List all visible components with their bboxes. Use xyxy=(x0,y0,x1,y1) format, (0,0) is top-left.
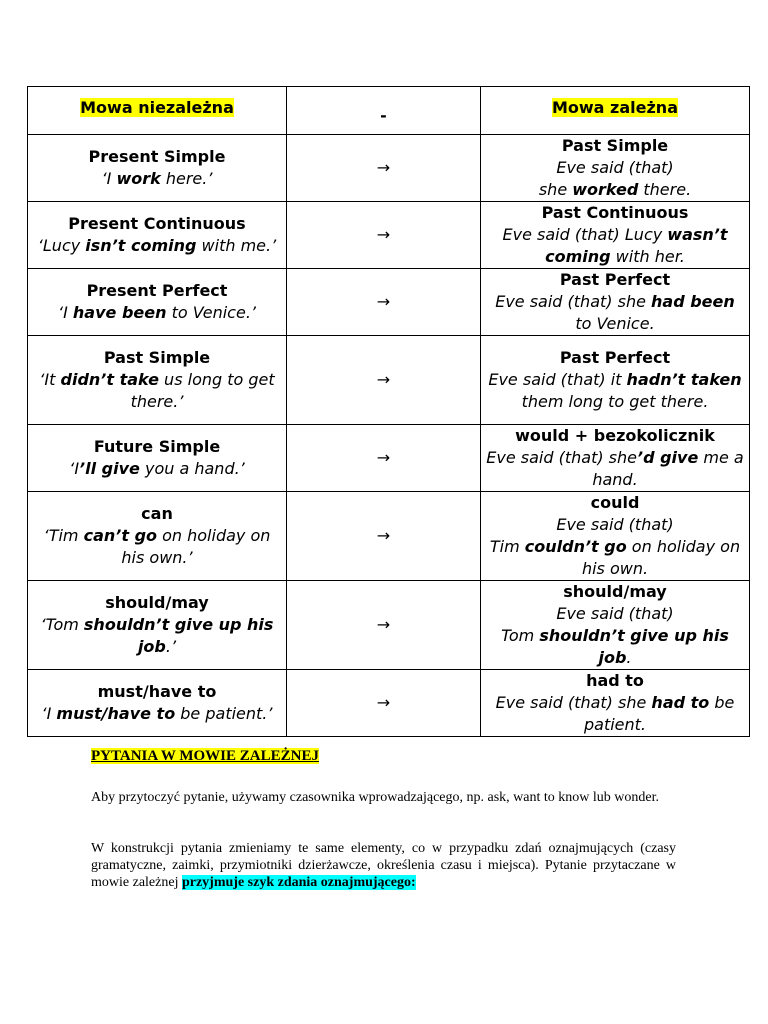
arrow-cell xyxy=(287,492,481,581)
reported-speech-cell xyxy=(481,581,750,670)
arrow-cell xyxy=(287,425,481,492)
paragraph-2 xyxy=(91,840,676,891)
header-dash-label: - xyxy=(380,106,387,125)
reported-example xyxy=(485,447,745,491)
example-key-phrase: shouldn’t give up his job xyxy=(539,626,729,667)
header-direct-speech-label: Mowa niezależna xyxy=(80,98,234,117)
direct-tense-label: must/have to xyxy=(97,682,217,701)
example-key-phrase: had to xyxy=(651,693,710,712)
example-text: Tom xyxy=(501,626,540,645)
header-reported-speech xyxy=(481,87,750,135)
example-text: on holiday on his own.’ xyxy=(121,526,271,567)
example-text: there. xyxy=(638,180,692,199)
example-text: with her. xyxy=(610,247,685,266)
table-row xyxy=(28,670,750,737)
reported-speech-cell xyxy=(481,135,750,202)
direct-tense-label: can xyxy=(141,504,173,523)
section-title-text: PYTANIA W MOWIE ZALEŻNEJ xyxy=(91,748,319,764)
direct-speech-cell xyxy=(28,425,287,492)
example-text: me a hand. xyxy=(592,448,744,489)
arrow-cell xyxy=(287,581,481,670)
direct-tense-label: Future Simple xyxy=(93,437,221,456)
example-text: ‘Lucy xyxy=(37,236,86,255)
direct-speech-cell xyxy=(28,269,287,336)
example-text: Eve said (that) she xyxy=(495,693,652,712)
reported-speech-cell xyxy=(481,492,750,581)
arrow-cell xyxy=(287,202,481,269)
direct-tense-label: Present Perfect xyxy=(86,281,228,300)
table-row xyxy=(28,492,750,581)
table-row xyxy=(28,425,750,492)
example-key-phrase: hadn’t taken xyxy=(626,370,742,389)
direct-speech-cell xyxy=(28,135,287,202)
reported-example xyxy=(485,603,745,669)
arrow-cell xyxy=(287,135,481,202)
example-text: you a hand.’ xyxy=(139,459,245,478)
table-header-row xyxy=(28,87,750,135)
direct-tense-label: Present Simple xyxy=(88,147,226,166)
direct-example xyxy=(32,703,282,725)
example-text: Eve said (that) she xyxy=(486,448,637,467)
example-text: to Venice.’ xyxy=(166,303,256,322)
direct-example xyxy=(32,302,282,324)
direct-tense-label: Present Continuous xyxy=(68,214,246,233)
example-text: ‘I xyxy=(58,303,73,322)
example-text: . xyxy=(626,648,632,667)
example-key-phrase: couldn’t go xyxy=(524,537,627,556)
paragraph-2-highlight: przyjmuje szyk zdania oznajmującego: xyxy=(181,875,416,890)
reported-speech-cell xyxy=(481,670,750,737)
example-key-phrase: shouldn’t give up his job xyxy=(83,615,274,656)
example-text: she xyxy=(538,180,573,199)
reported-example xyxy=(485,369,745,413)
example-text: be patient.’ xyxy=(175,704,273,723)
example-text: Eve said (that) xyxy=(556,604,674,623)
example-text: on holiday on his own. xyxy=(581,537,741,578)
example-text: to Venice. xyxy=(575,314,655,333)
direct-tense-label: Past Simple xyxy=(103,348,211,367)
direct-example xyxy=(32,458,282,480)
direct-example xyxy=(32,614,282,658)
direct-example xyxy=(32,235,282,257)
table-row xyxy=(28,202,750,269)
direct-tense-label: should/may xyxy=(105,593,209,612)
table-row xyxy=(28,581,750,670)
paragraph-1: Aby przytoczyć pytanie, używamy czasownika wprowadzającego, np. ask, want to know lub wonder. xyxy=(91,790,659,805)
arrow-right-icon: → xyxy=(376,693,391,712)
example-text: us long to get there.’ xyxy=(130,370,275,411)
reported-tense-label: Past Perfect xyxy=(559,348,671,367)
example-text: Eve said (that) xyxy=(556,515,674,534)
arrow-right-icon: → xyxy=(376,292,391,311)
table-row xyxy=(28,269,750,336)
table-row xyxy=(28,336,750,425)
arrow-cell xyxy=(287,336,481,425)
example-text: Eve said (that) xyxy=(556,158,674,177)
example-key-phrase: can’t go xyxy=(83,526,158,545)
header-direct-speech xyxy=(28,87,287,135)
example-text: ‘Tim xyxy=(43,526,84,545)
example-text: Eve said (that) she xyxy=(495,292,652,311)
reported-tense-label: had to xyxy=(586,671,644,690)
example-key-phrase: isn’t coming xyxy=(85,236,197,255)
reported-tense-label: should/may xyxy=(563,582,667,601)
paragraph-2-text: W konstrukcji pytania zmieniamy te same elementy, co w przypadku zdań oznajmujących (czasy gramatyczne, zaimki, przymiotniki dzierżawcze, określenia czasu i miejsca). Pytanie przytaczane w mowie zależnej xyxy=(91,841,676,890)
reported-speech-cell xyxy=(481,336,750,425)
direct-example xyxy=(32,525,282,569)
reported-tense-label: Past Continuous xyxy=(541,203,689,222)
example-key-phrase: ’d give xyxy=(636,448,699,467)
section-title xyxy=(91,748,676,765)
direct-speech-cell xyxy=(28,202,287,269)
arrow-right-icon: → xyxy=(376,158,391,177)
example-text: .’ xyxy=(165,637,177,656)
example-text: ‘I xyxy=(41,704,57,723)
example-text: Eve said (that) it xyxy=(488,370,627,389)
direct-speech-cell xyxy=(28,336,287,425)
arrow-cell xyxy=(287,670,481,737)
example-text: with me.’ xyxy=(196,236,277,255)
reported-speech-cell xyxy=(481,425,750,492)
example-key-phrase: must/have to xyxy=(56,704,176,723)
example-text: ‘I xyxy=(69,459,80,478)
reported-example xyxy=(485,157,745,201)
arrow-right-icon: → xyxy=(376,526,391,545)
reported-example xyxy=(485,224,745,268)
direct-example xyxy=(32,168,282,190)
example-text: ‘It xyxy=(39,370,61,389)
example-key-phrase: wasn’t coming xyxy=(545,225,728,266)
example-text: here.’ xyxy=(160,169,213,188)
reported-example xyxy=(485,692,745,736)
example-text: them long to get there. xyxy=(521,392,709,411)
reported-tense-label: Past Simple xyxy=(561,136,669,155)
reported-tense-label: Past Perfect xyxy=(559,270,671,289)
reported-speech-cell xyxy=(481,269,750,336)
header-reported-speech-label: Mowa zależna xyxy=(551,98,678,117)
example-text: Eve said (that) Lucy xyxy=(502,225,668,244)
arrow-right-icon: → xyxy=(376,615,391,634)
arrow-cell xyxy=(287,269,481,336)
reported-speech-table xyxy=(27,86,750,737)
example-text: Tim xyxy=(489,537,525,556)
example-key-phrase: ’ll give xyxy=(79,459,140,478)
example-text: ‘I xyxy=(101,169,117,188)
table-body xyxy=(28,135,750,737)
direct-speech-cell xyxy=(28,581,287,670)
reported-example xyxy=(485,514,745,580)
example-text: be patient. xyxy=(583,693,735,734)
reported-tense-label: could xyxy=(590,493,640,512)
example-text: ‘Tom xyxy=(40,615,84,634)
example-key-phrase: worked xyxy=(572,180,639,199)
header-dash xyxy=(287,87,481,135)
direct-speech-cell xyxy=(28,492,287,581)
example-key-phrase: didn’t take xyxy=(60,370,159,389)
arrow-right-icon: → xyxy=(376,225,391,244)
arrow-right-icon: → xyxy=(376,448,391,467)
direct-example xyxy=(32,369,282,413)
example-key-phrase: work xyxy=(116,169,161,188)
table-row xyxy=(28,135,750,202)
example-key-phrase: have been xyxy=(72,303,167,322)
example-key-phrase: had been xyxy=(651,292,735,311)
reported-speech-cell xyxy=(481,202,750,269)
arrow-right-icon: → xyxy=(376,370,391,389)
reported-example xyxy=(485,291,745,335)
direct-speech-cell xyxy=(28,670,287,737)
reported-tense-label: would + bezokolicznik xyxy=(515,426,715,445)
